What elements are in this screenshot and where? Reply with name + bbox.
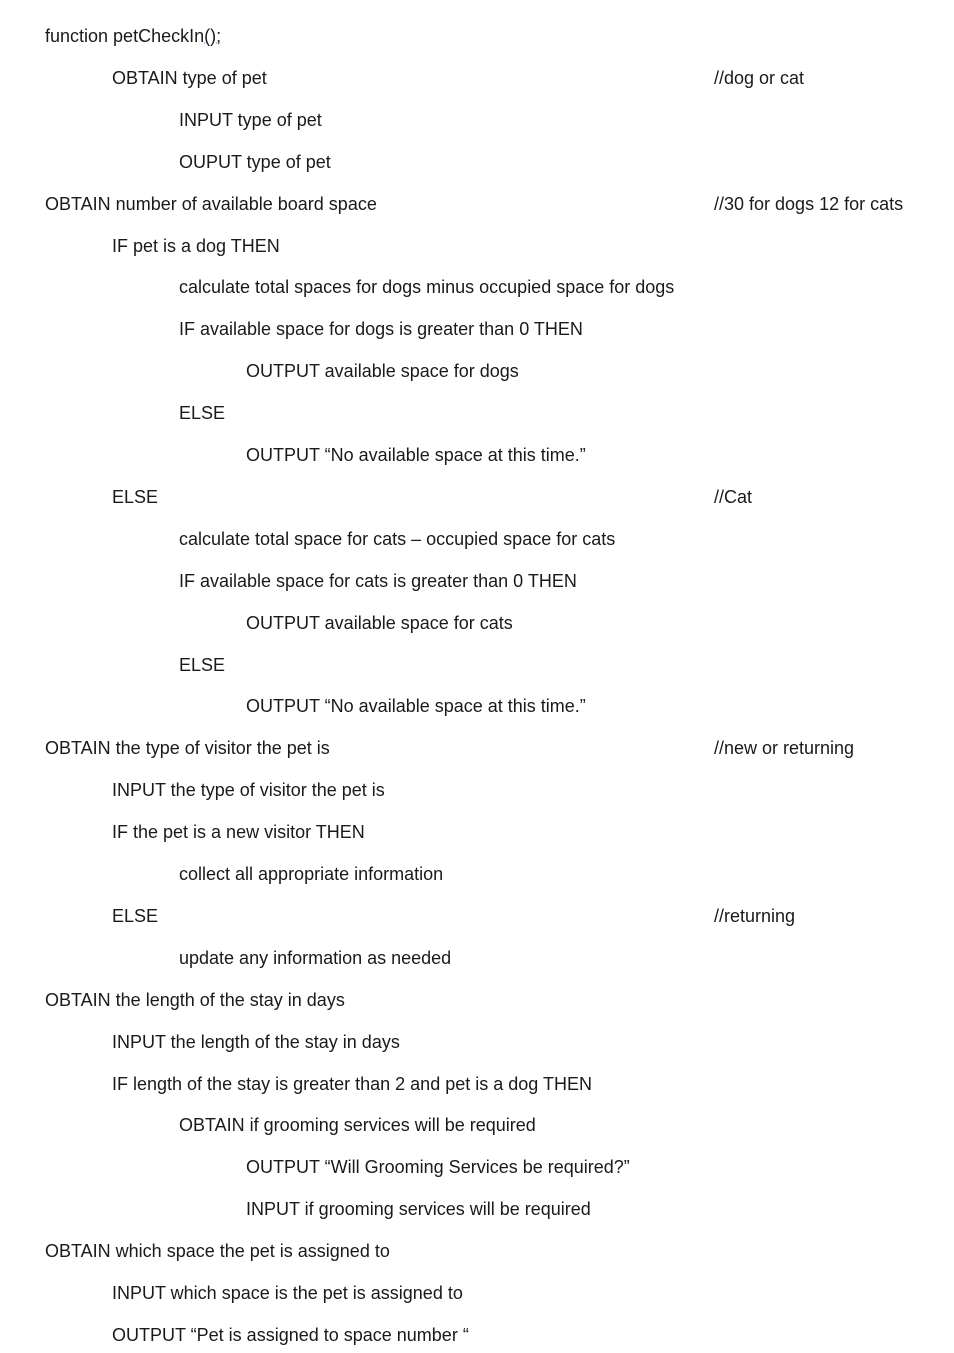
code-line-text: calculate total spaces for dogs minus occupied space for dogs [179,277,675,297]
code-line-text: OBTAIN type of pet [112,68,267,88]
code-line-text: IF length of the stay is greater than 2 and pet is a dog THEN [112,1074,592,1094]
code-line-comment: //new or returning [714,738,855,758]
code-line-text: calculate total space for cats – occupied space for cats [179,529,616,549]
code-line-text: OUTPUT “Will Grooming Services be required?” [246,1157,630,1177]
code-line-text: OUTPUT “No available space at this time.” [246,445,586,465]
code-line-text: ELSE [179,655,226,675]
code-line-text: OBTAIN which space the pet is assigned to [45,1241,390,1261]
code-line-text: IF the pet is a new visitor THEN [112,822,365,842]
code-line-text: OBTAIN the length of the stay in days [45,990,345,1010]
code-line-comment: //dog or cat [714,68,805,88]
code-line-text: ELSE [179,403,226,423]
function-header-text [45,24,221,48]
code-line-text: ELSE [112,487,159,507]
code-line-text: INPUT the type of visitor the pet is [112,780,385,800]
code-line-text: INPUT type of pet [179,110,322,130]
code-line-text: OUPUT type of pet [179,152,331,172]
code-line-comment: //30 for dogs 12 for cats [714,194,904,214]
code-line-text: IF available space for cats is greater than 0 THEN [179,571,577,591]
code-line-text: collect all appropriate information [179,864,444,884]
code-line-text: OUTPUT “Pet is assigned to space number “ [112,1325,469,1345]
code-line-text: INPUT if grooming services will be required [246,1199,591,1219]
code-line-text: ELSE [112,906,159,926]
code-line-comment: //Cat [714,487,753,507]
code-line-text: OBTAIN the type of visitor the pet is [45,738,330,758]
code-line-text: OUTPUT “No available space at this time.” [246,696,586,716]
spelling-marked-text: (); [204,26,222,46]
code-line-text: OBTAIN if grooming services will be required [179,1115,536,1135]
code-line-text: OBTAIN number of available board space [45,194,377,214]
code-line-comment: //returning [714,906,796,926]
code-line-text: OUTPUT available space for cats [246,613,513,633]
code-line-text: IF available space for dogs is greater than 0 THEN [179,319,583,339]
code-line-text: INPUT which space is the pet is assigned to [112,1283,463,1303]
code-line-text: OUTPUT available space for dogs [246,361,519,381]
function-name: function petCheckIn [45,26,205,46]
code-line-text: update any information as needed [179,948,452,968]
code-line-text: IF pet is a dog THEN [112,236,280,256]
code-line-text: INPUT the length of the stay in days [112,1032,400,1052]
